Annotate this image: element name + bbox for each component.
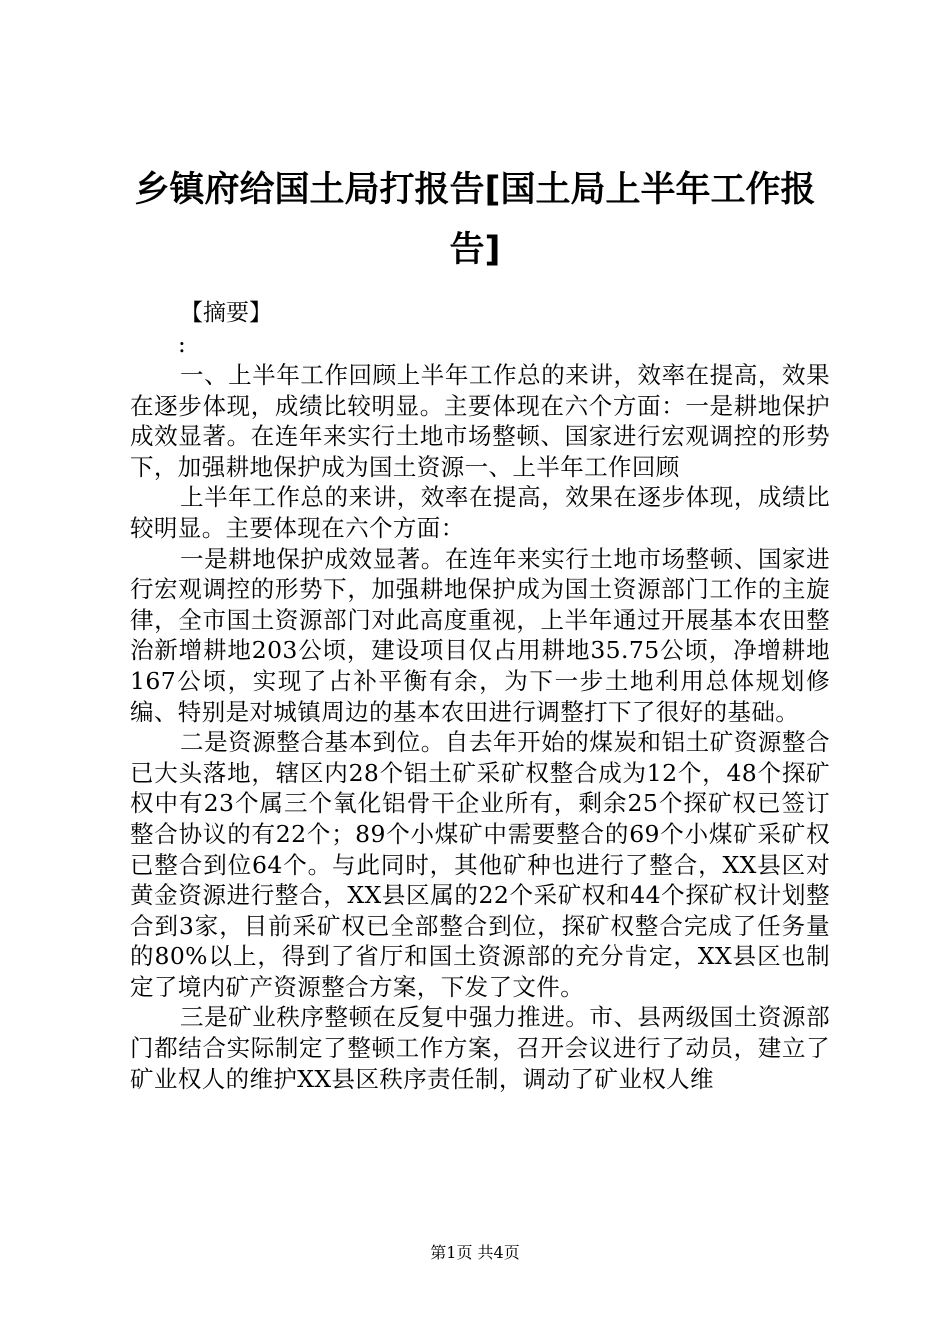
abstract-label: 【摘要】	[180, 300, 272, 326]
document-title	[120, 160, 830, 280]
abstract-colon: :	[178, 332, 186, 358]
paragraph: 上半年工作总的来讲，效率在提高，效果在逐步体现，成绩比较明显。主要体现在六个方面：	[130, 483, 830, 542]
page-footer: 第1页 共4页	[430, 1243, 520, 1262]
title-line-1: 乡镇府给国土局打报告[国土局上半年工作报	[134, 170, 816, 210]
paragraph: 三是矿业秩序整顿在反复中强力推进。市、县两级国土资源部门都结合实际制定了整顿工作方案，召开会议进行了动员，建立了矿业权人的维护XX县区秩序责任制，调动了矿业权人维	[130, 1003, 830, 1093]
document-body	[130, 360, 830, 1094]
paragraph: 一、上半年工作回顾上半年工作总的来讲，效率在提高，效果在逐步体现，成绩比较明显。主要体现在六个方面：一是耕地保护成效显著。在连年来实行土地市场整顿、国家进行宏观调控的形势下，加强耕地保护成为国土资源一、上半年工作回顾	[130, 361, 830, 481]
paragraph: 一是耕地保护成效显著。在连年来实行土地市场整顿、国家进行宏观调控的形势下，加强耕地保护成为国土资源部门工作的主旋律，全市国土资源部门对此高度重视，上半年通过开展基本农田整治新增耕地203公顷，建设项目仅占用耕地35.75公顷，净增耕地167公顷，实现了占补平衡有余，为下一步土地利用总体规划修编、特别是对城镇周边的基本农田进行调整打下了很好的基础。	[130, 544, 830, 726]
paragraph: 二是资源整合基本到位。自去年开始的煤炭和铝土矿资源整合已大头落地，辖区内28个铝土矿采矿权整合成为12个，48个探矿权中有23个属三个氧化铝骨干企业所有，剩余25个探矿权已签订整合协议的有22个；89个小煤矿中需要整合的69个小煤矿采矿权已整合到位64个。与此同时，其他矿种也进行了整合，XX县区对黄金资源进行整合，XX县区属的22个采矿权和44个探矿权计划整合到3家，目前采矿权已全部整合到位，探矿权整合完成了任务量的80%以上，得到了省厅和国土资源部的充分肯定，XX县区也制定了境内矿产资源整合方案，下发了文件。	[130, 728, 830, 1001]
title-line-2: 告]	[449, 230, 501, 270]
